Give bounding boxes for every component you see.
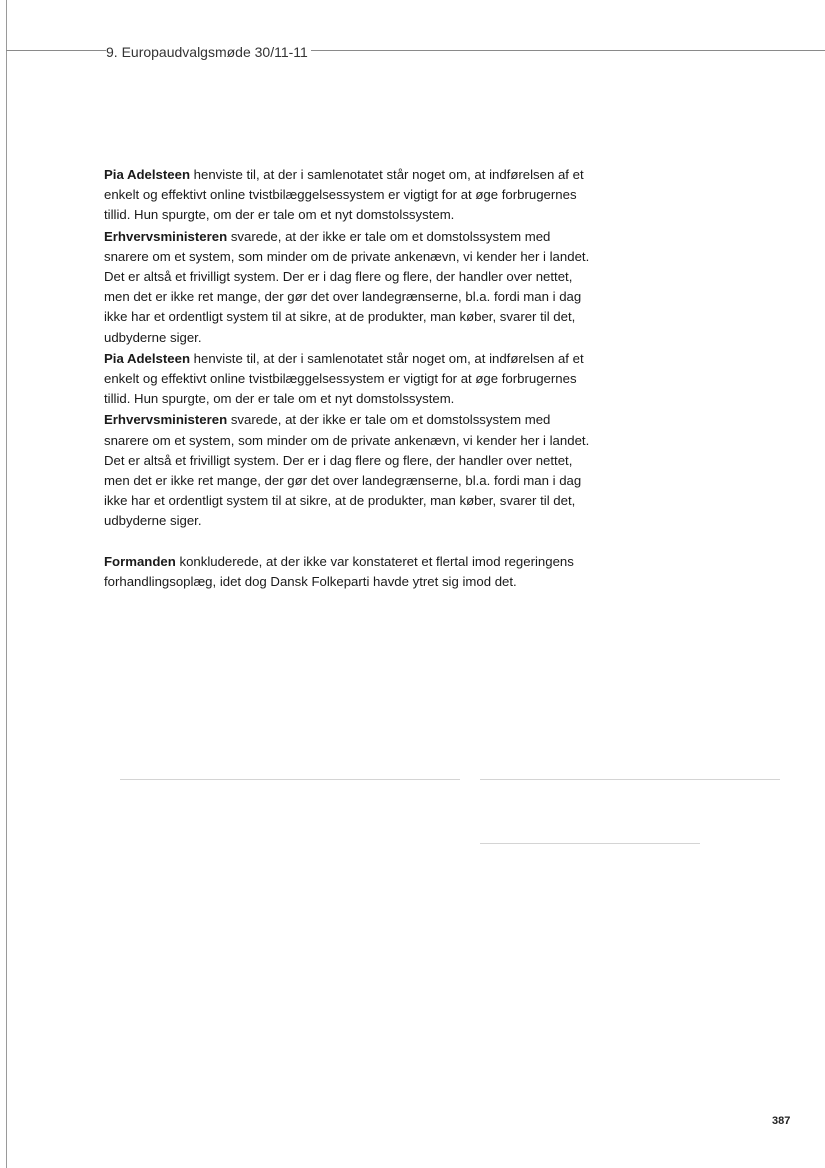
page-number: 387 (772, 1115, 791, 1127)
scan-artifact-line (120, 779, 460, 780)
paragraph-text: henviste til, at der i samlenotatet står noget om, at indførelsen af et enkelt og effektivt online tvistbilæggelsessystem er vigtigt for at øge forbrugernes tillid. Hun spurgte, om der er tale om et nyt domstolssystem. (104, 167, 584, 223)
header-title: 9. Europaudvalgsmøde 30/11-11 (106, 43, 311, 61)
speaker-name: Pia Adelsteen (104, 167, 190, 182)
scan-artifact-line (480, 779, 780, 780)
paragraph (104, 227, 592, 348)
speaker-name: Erhvervsministeren (104, 228, 228, 244)
speaker-name: Erhvervsministeren (104, 412, 228, 428)
paragraph-text: konkluderede, at der ikke var konstateret et flertal imod regeringens forhandlingsoplæg, idet dog Dansk Folkeparti havde ytret sig imod det. (104, 553, 574, 589)
paragraph-text: svarede, at der ikke er tale om et domstolssystem med snarere om et system, som minder om de private ankenævn, vi kender her i landet. Det er altså et frivilligt system. Der er i dag flere og flere, der handler over nettet, men det er ikke ret mange, der gør det over landegrænserne, bl.a. fordi man i dag ikke har et ordentligt system til at sikre, at de produkter, man køber, svarer til det, udbyderne siger. (104, 228, 590, 345)
paragraph-text: svarede, at der ikke er tale om et domstolssystem med snarere om et system, som minder om de private ankenævn, vi kender her i landet. Det er altså et frivilligt system. Der er i dag flere og flere, der handler over nettet, men det er ikke ret mange, der gør det over landegrænserne, bl.a. fordi man i dag ikke har et ordentligt system til at sikre, at de produkter, man køber, svarer til det, udbyderne siger. (104, 412, 590, 529)
scan-artifact-line (480, 843, 700, 844)
speaker-name: Formanden (104, 553, 176, 569)
paragraph (104, 410, 592, 531)
paragraph (104, 165, 592, 226)
minutes-body (104, 165, 592, 593)
left-margin-rule (6, 0, 7, 1168)
paragraph-text: henviste til, at der i samlenotatet står noget om, at indførelsen af et enkelt og effektivt online tvistbilæggelsessystem er vigtigt for at øge forbrugernes tillid. Hun spurgte, om der er tale om et nyt domstolssystem. (104, 350, 584, 407)
speaker-name: Pia Adelsteen (104, 350, 190, 366)
paragraph (104, 349, 592, 410)
paragraph (104, 552, 592, 592)
